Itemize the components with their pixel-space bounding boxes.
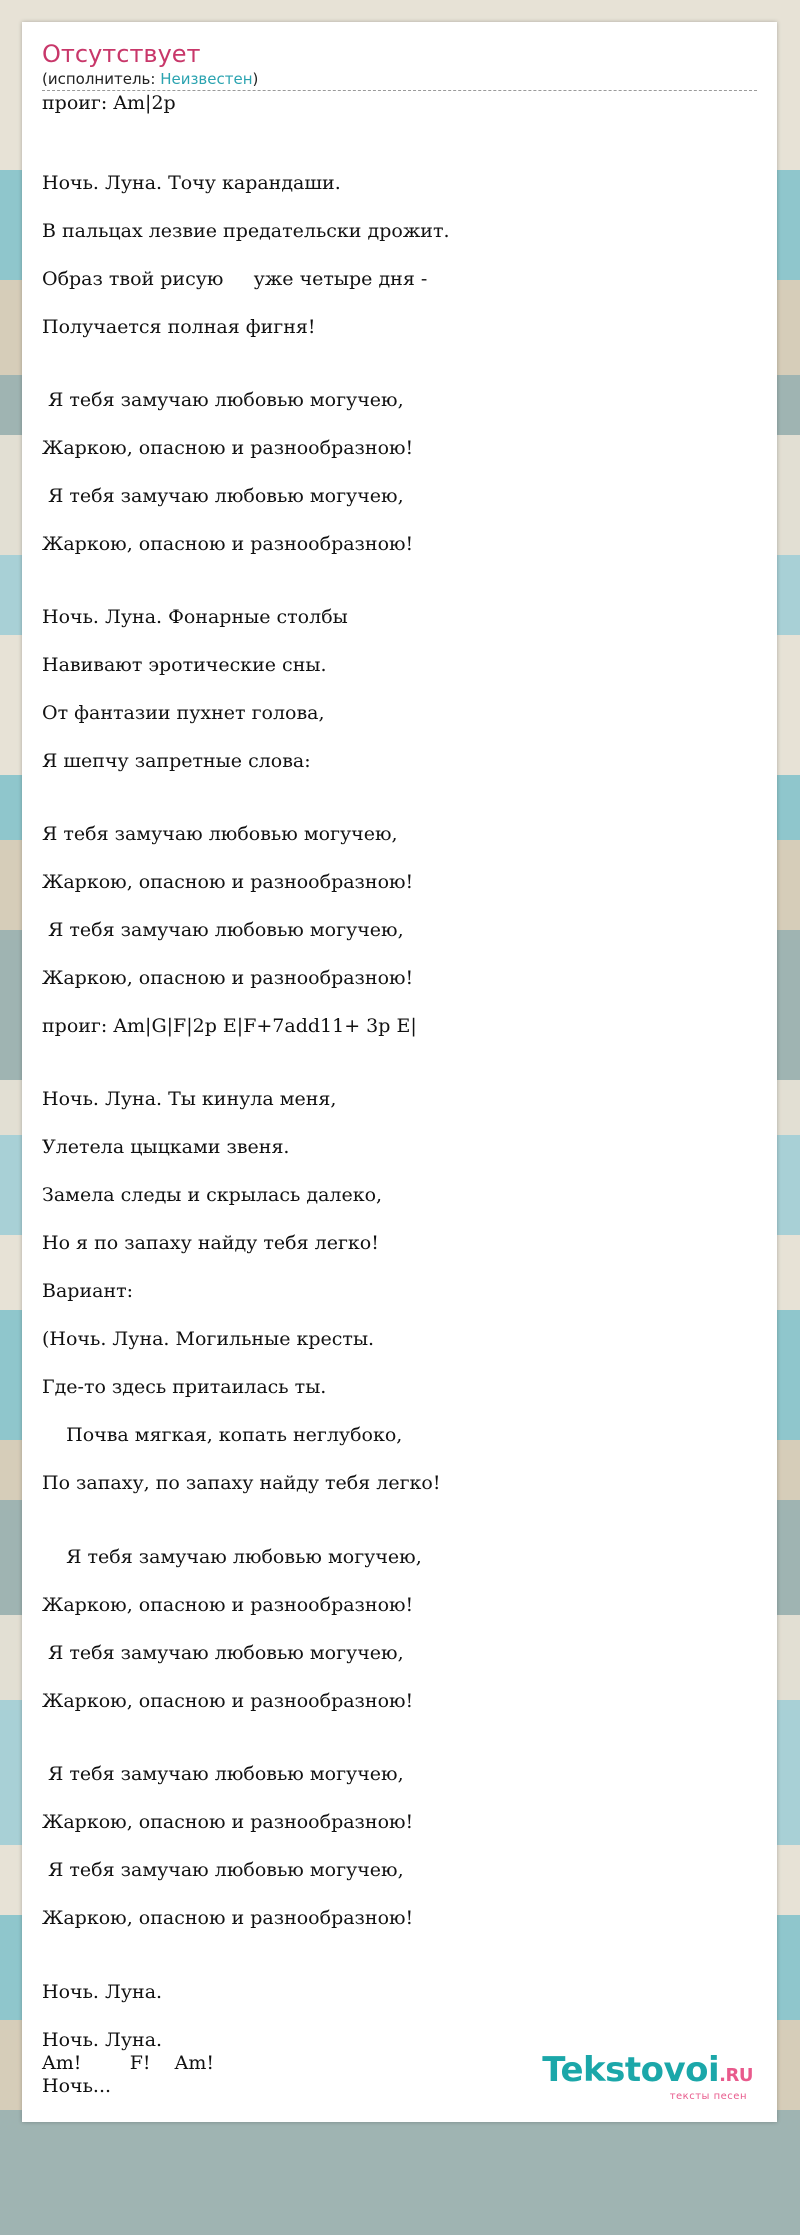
lyric-line: От фантазии пухнет голова, <box>42 702 325 724</box>
lyric-line: Ночь... <box>42 2075 112 2097</box>
lyric-line: Жаркою, опасною и разнообразною! <box>42 533 414 555</box>
lyric-line: Я тебя замучаю любовью могучею, <box>42 389 404 411</box>
site-logo[interactable] <box>542 2050 753 2102</box>
lyric-line: Я тебя замучаю любовью могучею, <box>42 485 404 507</box>
lyric-line: Жаркою, опасною и разнообразною! <box>42 437 414 459</box>
lyric-line: Я тебя замучаю любовью могучею, <box>42 1763 404 1785</box>
lyric-line: Ночь. Луна. <box>42 1981 163 2003</box>
logo-tld: .RU <box>719 2065 753 2086</box>
background-stripe <box>0 2110 800 2235</box>
lyric-line: Я тебя замучаю любовью могучею, <box>42 823 398 845</box>
lyric-line: Я тебя замучаю любовью могучею, <box>42 919 404 941</box>
lyric-line: По запаху, по запаху найду тебя легко! <box>42 1472 441 1494</box>
lyric-line: В пальцах лезвие предательски дрожит. <box>42 220 450 242</box>
song-title: Отсутствует <box>42 40 201 68</box>
lyric-line: Я тебя замучаю любовью могучею, <box>42 1642 404 1664</box>
lyric-line: Я тебя замучаю любовью могучею, <box>42 1859 404 1881</box>
lyric-line: Жаркою, опасною и разнообразною! <box>42 1594 414 1616</box>
lyric-line: Образ твой рисую уже четыре дня - <box>42 268 428 290</box>
lyric-line: Я шепчу запретные слова: <box>42 750 311 772</box>
lyric-line: Жаркою, опасною и разнообразною! <box>42 1811 414 1833</box>
artist-link[interactable]: Неизвестен <box>160 70 253 88</box>
logo-tagline: тексты песен <box>669 2091 747 2102</box>
lyric-line: Жаркою, опасною и разнообразною! <box>42 871 414 893</box>
lyric-line: Жаркою, опасною и разнообразною! <box>42 1907 414 1929</box>
lyric-line: Жаркою, опасною и разнообразною! <box>42 967 414 989</box>
lyric-line: Ночь. Луна. Точу карандаши. <box>42 172 341 194</box>
lyric-line: проиг: Am|G|F|2p E|F+7add11+ 3p E| <box>42 1015 417 1037</box>
lyric-line: Я тебя замучаю любовью могучею, <box>42 1546 422 1568</box>
lyric-line: Ночь. Луна. <box>42 2029 163 2051</box>
logo-main-text: Tekstovoi <box>542 2050 720 2090</box>
lyric-line: Почва мягкая, копать неглубоко, <box>42 1424 403 1446</box>
lyric-line: Навивают эротические сны. <box>42 654 327 676</box>
artist-prefix: (исполнитель: <box>42 70 161 88</box>
lyric-line: Где-то здесь притаилась ты. <box>42 1376 327 1398</box>
lyric-line: Но я по запаху найду тебя легко! <box>42 1232 379 1254</box>
lyric-line: Am! F! Am! <box>42 2052 215 2074</box>
lyric-line: Ночь. Луна. Фонарные столбы <box>42 606 348 628</box>
artist-suffix: ) <box>252 70 259 88</box>
logo-wordmark <box>542 2050 753 2093</box>
lyric-line: Вариант: <box>42 1280 134 1302</box>
lyric-line: проиг: Am|2p <box>42 92 176 114</box>
lyric-line: Ночь. Луна. Ты кинула меня, <box>42 1088 337 1110</box>
lyric-line: (Ночь. Луна. Могильные кресты. <box>42 1328 375 1350</box>
lyric-line: Улетела цыцками звеня. <box>42 1136 290 1158</box>
lyric-line: Замела следы и скрылась далеко, <box>42 1184 383 1206</box>
lyric-line: Жаркою, опасною и разнообразною! <box>42 1690 414 1712</box>
artist-line <box>42 70 757 91</box>
lyric-line: Получается полная фигня! <box>42 316 316 338</box>
lyrics-card <box>22 22 777 2122</box>
